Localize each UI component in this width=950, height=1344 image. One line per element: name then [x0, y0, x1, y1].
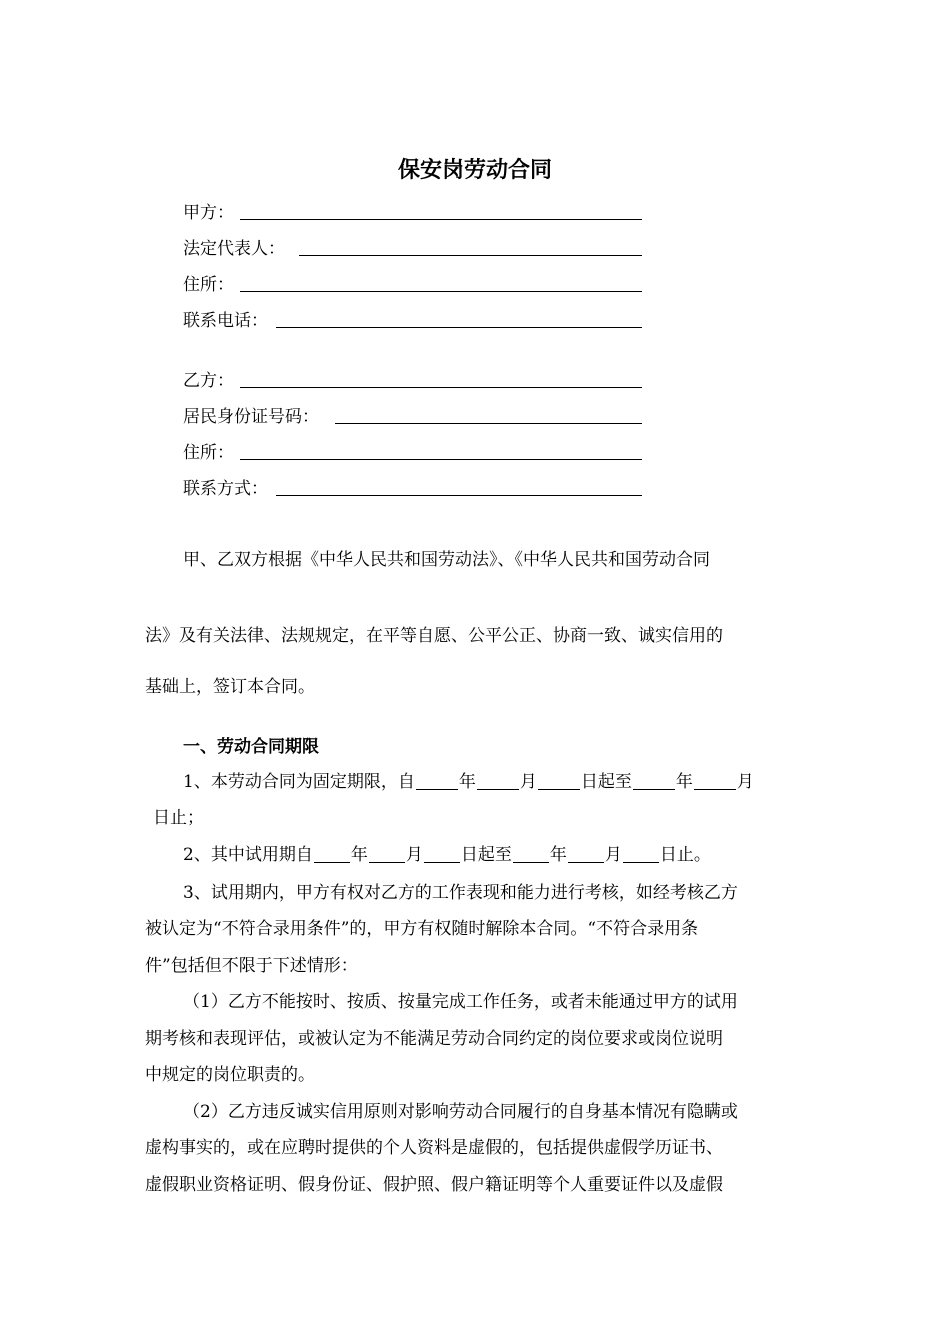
day-from-label: 日起至	[580, 772, 632, 792]
party-b-address-field[interactable]	[240, 459, 642, 460]
party-b-contact-label: 联系方式：	[183, 479, 268, 499]
probation-start-month-field[interactable]	[369, 846, 405, 863]
party-b-address-label: 住所：	[183, 443, 234, 463]
probation-start-day-field[interactable]	[424, 846, 460, 863]
item-3-line-1: 3、试用期内，甲方有权对乙方的工作表现和能力进行考核，如经考核乙方	[183, 883, 738, 903]
party-a-address-label: 住所：	[183, 275, 234, 295]
preamble-text: 》及有关法律、法规规定，在平等自愿、公平公正、协商一致、诚实信用的	[162, 626, 723, 646]
probation-start-year-field[interactable]	[314, 846, 350, 863]
year-label: 年	[549, 845, 567, 865]
item-2-text: 2、其中试用期自	[183, 845, 313, 865]
clause-1-line-2: 期考核和表现评估，或被认定为不能满足劳动合同约定的岗位要求或岗位说明	[145, 1029, 723, 1049]
day-from-label: 日起至	[460, 845, 512, 865]
contract-title: 保安岗劳动合同	[397, 158, 552, 183]
preamble-line-3: 基础上，签订本合同。	[145, 677, 315, 697]
clause-2-line-3: 虚假职业资格证明、假身份证、假护照、假户籍证明等个人重要证件以及虚假	[145, 1175, 723, 1195]
party-a-name-label: 甲方：	[183, 203, 234, 223]
item-1-line-2: 日止；	[153, 808, 204, 828]
probation-end-year-field[interactable]	[513, 846, 549, 863]
party-b-id-label: 居民身份证号码：	[183, 407, 319, 427]
end-year-field[interactable]	[633, 773, 675, 790]
start-day-field[interactable]	[538, 773, 580, 790]
party-a-name-field[interactable]	[240, 219, 642, 220]
party-a-phone-label: 联系电话：	[183, 311, 268, 331]
month-label: 月	[604, 845, 622, 865]
party-b-name-label: 乙方：	[183, 371, 234, 391]
item-3-line-3: 件”包括但不限于下述情形：	[145, 956, 358, 976]
month-label: 月	[736, 772, 754, 792]
section-1-heading: 一、劳动合同期限	[183, 737, 319, 757]
start-month-field[interactable]	[477, 773, 519, 790]
month-label: 月	[519, 772, 537, 792]
preamble-text: 甲、乙双方根据《中华人民共和国劳动法》、《	[183, 550, 523, 570]
preamble-line-1	[183, 550, 710, 570]
preamble-law-name-end: 法	[145, 626, 162, 646]
party-b-name-field[interactable]	[240, 387, 642, 388]
clause-1-line-1: （1）乙方不能按时、按质、按量完成工作任务，或者未能通过甲方的试用	[183, 992, 738, 1012]
start-year-field[interactable]	[416, 773, 458, 790]
clause-2-line-2: 虚构事实的，或在应聘时提供的个人资料是虚假的，包括提供虚假学历证书、	[145, 1138, 723, 1158]
party-b-id-field[interactable]	[335, 423, 642, 424]
month-label: 月	[405, 845, 423, 865]
probation-end-day-field[interactable]	[623, 846, 659, 863]
party-a-legal-rep-field[interactable]	[299, 255, 642, 256]
party-a-phone-field[interactable]	[276, 327, 642, 328]
end-month-field[interactable]	[694, 773, 736, 790]
item-1-text: 1、本劳动合同为固定期限，自	[183, 772, 415, 792]
item-2-line	[183, 845, 711, 865]
year-label: 年	[350, 845, 368, 865]
item-1-line-1	[183, 772, 754, 792]
day-end-label: 日止。	[659, 845, 711, 865]
year-label: 年	[458, 772, 476, 792]
probation-end-month-field[interactable]	[568, 846, 604, 863]
item-3-line-2: 被认定为“不符合录用条件”的，甲方有权随时解除本合同。“不符合录用条	[145, 919, 699, 939]
preamble-line-2	[145, 626, 723, 646]
clause-2-line-1: （2）乙方违反诚实信用原则对影响劳动合同履行的自身基本情况有隐瞒或	[183, 1102, 738, 1122]
party-a-address-field[interactable]	[240, 291, 642, 292]
clause-1-line-3: 中规定的岗位职责的。	[145, 1065, 315, 1085]
preamble-law-name: 中华人民共和国劳动合同	[523, 550, 710, 570]
year-label: 年	[675, 772, 693, 792]
party-a-legal-rep-label: 法定代表人：	[183, 239, 285, 259]
party-b-contact-field[interactable]	[276, 495, 642, 496]
